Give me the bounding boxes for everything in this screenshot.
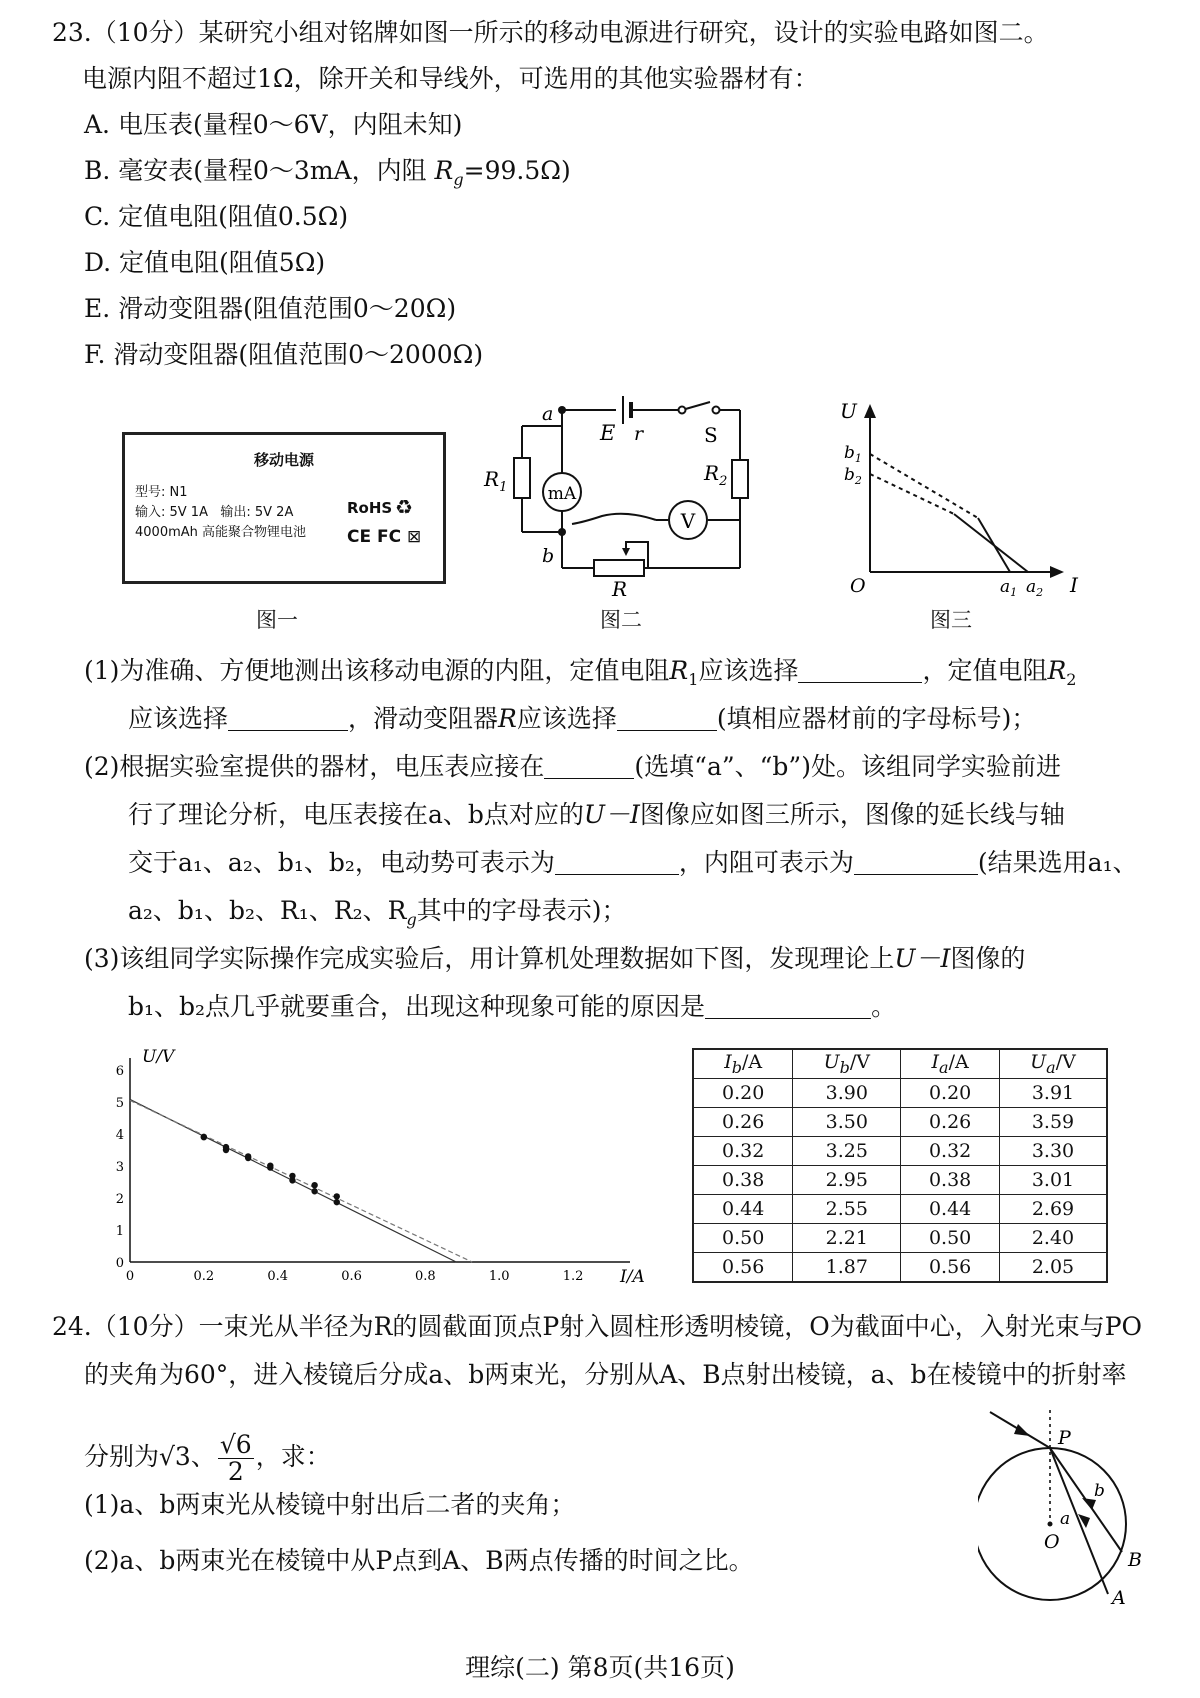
sub1-line2: 应该选择 ，滑动变阻器R应该选择 (填相应器材前的字母标号)；: [128, 704, 1037, 733]
sub2-line1: (2)根据实验室提供的器材，电压表应接在 (选填“a”、“b”)处。该组同学实验前进: [84, 752, 1061, 781]
internal-r-label: r: [634, 423, 644, 445]
sub3-line1: (3)该组同学实际操作完成实验后，用计算机处理数据如下图，发现理论上U－I图像的: [84, 944, 1026, 973]
sub2-line3: 交于a₁、a₂、b₁、b₂，电动势可表示为 ，内阻可表示为 (结果选用a₁、: [128, 848, 1138, 877]
nameplate-io: 输入: 5V 1A 输出: 5V 2A: [135, 505, 294, 520]
i-axis-label: I: [1070, 573, 1078, 596]
switch-label: S: [704, 423, 718, 447]
x-tick-label: 0.2: [193, 1269, 215, 1284]
ray-a-label: a: [1060, 1509, 1071, 1529]
q24-sub2: (2)a、b两束光在棱镜中从P点到A、B两点传播的时间之比。: [84, 1546, 754, 1575]
caption-fig2: 图二: [600, 608, 642, 632]
answer-blank-voltmeter-node[interactable]: [544, 754, 634, 779]
point-o-label: O: [1044, 1531, 1060, 1553]
recycle-icon: ♻: [395, 495, 413, 519]
data-point: [311, 1182, 317, 1188]
nameplate-title: 移动电源: [253, 451, 314, 469]
option-c: C. 定值电阻(阻值0.5Ω): [84, 202, 349, 231]
answer-blank-emf[interactable]: [555, 850, 679, 875]
x-axis-title: I/A: [620, 1267, 645, 1287]
sub3-line2: b₁、b₂点几乎就要重合，出现这种现象可能的原因是 。: [128, 992, 897, 1021]
emf-label: E: [600, 421, 616, 445]
data-point: [201, 1134, 207, 1140]
ce-fc-mark: CE FC: [347, 527, 402, 547]
col-header-ua: $U_a/V$: [999, 1049, 1107, 1079]
table-row: 0.20 3.90 0.20 3.91: [693, 1079, 1107, 1108]
sub2-line4: a₂、b₁、b₂、R₁、R₂、$R_g$其中的字母表示)；: [128, 896, 627, 929]
q23-header: 23.（10分）某研究小组对铭牌如图一所示的移动电源进行研究，设计的实验电路如图二。: [52, 18, 1049, 47]
q24-line2: 的夹角为60°，进入棱镜后分成a、b两束光，分别从A、B点射出棱镜，a、b在棱镜中的折射率: [84, 1360, 1127, 1389]
x-tick-label: 0: [125, 1269, 135, 1284]
nameplate-model: 型号: N1: [135, 485, 188, 500]
node-b-label: b: [542, 545, 555, 567]
option-d: D. 定值电阻(阻值5Ω): [84, 248, 326, 277]
data-point: [334, 1199, 340, 1205]
i-axis-arrow-icon: [1050, 566, 1064, 578]
option-a: A. 电压表(量程0～6V，内阻未知): [84, 110, 463, 139]
q23-line2: 电源内阻不超过1Ω，除开关和导线外，可选用的其他实验器材有：: [82, 64, 819, 93]
q24-line1: 24.（10分）一束光从半径为R的圆截面顶点P射入圆柱形透明棱镜，O为截面中心，入射光束与PO: [52, 1312, 1143, 1341]
q24-line3: 分别为√3、 $\frac{√6}{2}$ ，求：: [84, 1430, 331, 1486]
a2-label: $a_2$: [1026, 577, 1044, 596]
option-e: E. 滑动变阻器(阻值范围0～20Ω): [84, 294, 457, 323]
incident-arrow-icon: [1014, 1424, 1030, 1436]
u-axis-arrow-icon: [864, 404, 876, 418]
table-row: 0.38 2.95 0.38 3.01: [693, 1166, 1107, 1195]
y-tick-label: 6: [115, 1064, 124, 1079]
col-header-ub: $U_b/V$: [793, 1049, 901, 1079]
data-point: [334, 1193, 340, 1199]
rohs-mark: RoHS: [347, 499, 393, 517]
y-tick-label: 4: [115, 1128, 124, 1143]
table-row: 0.32 3.25 0.32 3.30: [693, 1137, 1107, 1166]
data-point: [223, 1144, 229, 1150]
data-point: [311, 1188, 317, 1194]
table-row: 0.56 1.87 0.56 2.05: [693, 1253, 1107, 1283]
col-header-ib: $I_b/A$: [693, 1049, 793, 1079]
x-tick-label: 1.2: [562, 1269, 584, 1284]
x-tick-label: 1.0: [488, 1269, 510, 1284]
y-axis-title: U/V: [142, 1047, 175, 1067]
r1-label: $R_1$: [484, 467, 508, 495]
option-b: B. 毫安表(量程0～3mA，内阻 $R_g=99.5\Omega$): [84, 156, 571, 189]
data-point: [289, 1173, 295, 1179]
milliammeter-label: mA: [547, 484, 577, 504]
point-p-label: P: [1058, 1427, 1071, 1449]
r2-label: $R_2$: [704, 461, 728, 489]
sub2-line2: 行了理论分析，电压表接在a、b点对应的U－I图像应如图三所示，图像的延长线与轴: [128, 800, 1065, 829]
nameplate-battery: 4000mAh 高能聚合物锂电池: [135, 525, 307, 540]
b2-label: $b_2$: [844, 465, 862, 487]
x-tick-label: 0.4: [267, 1269, 289, 1284]
a1-label: $a_1$: [1000, 577, 1018, 596]
data-point: [245, 1153, 251, 1159]
y-tick-label: 3: [115, 1160, 124, 1175]
y-tick-label: 0: [115, 1256, 124, 1271]
answer-blank-internal-resistance[interactable]: [854, 850, 978, 875]
x-tick-label: 0.6: [341, 1269, 362, 1284]
u-axis-label: U: [840, 399, 857, 423]
ray-b-label: b: [1094, 1481, 1105, 1501]
node-a-label: a: [542, 403, 554, 425]
col-header-ia: $I_a/A$: [901, 1049, 1000, 1079]
sub1-line1: (1)为准确、方便地测出该移动电源的内阻，定值电阻$R_1$应该选择 ，定值电阻$R_2$: [84, 656, 1077, 689]
circuit-diagram: [476, 392, 766, 598]
ui-sketch-figure: [832, 396, 1080, 596]
page-footer: 理综(二) 第8页(共16页): [465, 1653, 735, 1682]
data-point: [267, 1162, 273, 1168]
fit-line: [130, 1100, 472, 1262]
x-tick-label: 0.8: [415, 1269, 436, 1284]
point-a-label: A: [1112, 1587, 1126, 1609]
ui-data-chart: [110, 1040, 670, 1292]
table-header-row: [693, 1049, 1107, 1079]
y-tick-label: 5: [115, 1096, 124, 1111]
prism-figure: [978, 1398, 1158, 1610]
answer-blank-rheostat[interactable]: [617, 706, 717, 731]
y-tick-label: 1: [115, 1224, 124, 1239]
caption-fig3: 图三: [930, 608, 972, 632]
point-b-label: B: [1128, 1549, 1142, 1571]
b1-label: $b_1$: [844, 443, 862, 465]
table-row: 0.26 3.50 0.26 3.59: [693, 1108, 1107, 1137]
origin-label: O: [850, 575, 866, 596]
table-row: 0.44 2.55 0.44 2.69: [693, 1195, 1107, 1224]
voltmeter-label: V: [680, 509, 696, 533]
y-tick-label: 2: [115, 1192, 124, 1207]
answer-blank-reason[interactable]: [705, 994, 871, 1019]
rheostat-label: R: [612, 577, 628, 598]
nameplate-figure: [122, 432, 446, 584]
slider-arrow-icon: [622, 548, 630, 556]
fraction-sqrt6-over-2: $\frac{√6}{2}$: [219, 1430, 252, 1486]
table-row: 0.50 2.21 0.50 2.40: [693, 1224, 1107, 1253]
answer-blank-r1[interactable]: [798, 658, 922, 683]
weee-bin-icon: ⊠: [407, 527, 422, 547]
q24-sub1: (1)a、b两束光从棱镜中射出后二者的夹角；: [84, 1490, 576, 1519]
answer-blank-r2[interactable]: [228, 706, 348, 731]
option-f: F. 滑动变阻器(阻值范围0～2000Ω): [84, 340, 484, 369]
measurement-table: [692, 1048, 1108, 1283]
caption-fig1: 图一: [256, 608, 298, 632]
